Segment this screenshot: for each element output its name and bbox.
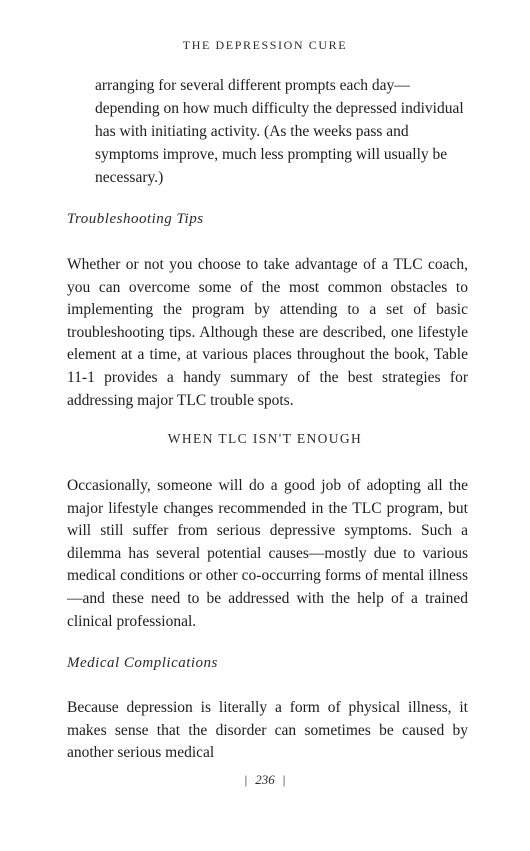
paragraph-when-tlc: Occasionally, someone will do a good job of adopting all the major lifestyle changes recommended in the TLC program, but will still suffer from serious depressive symptoms. Such a dilemma has several potential causes—mostly due to various medical conditions or other co-occurring forms of mental illness—and these need to be addressed with the help of a trained clinical professional. (67, 477, 468, 630)
page-number (0, 772, 530, 788)
paragraph-medical: Because depression is literally a form of physical illness, it makes sense that the disorder can sometimes be caused by another serious medical (67, 699, 468, 762)
subhead-troubleshooting: Troubleshooting Tips (67, 211, 204, 227)
block-quote: arranging for several different prompts each day—depending on how much difficulty the depressed individual has with initiating activity. (As the weeks pass and symptoms improve, much less prompting will usually be necessary.) (95, 77, 464, 186)
section-heading: WHEN TLC ISN'T ENOUGH (167, 431, 363, 446)
running-head: THE DEPRESSION CURE (182, 38, 348, 52)
page-number-value: 236 (255, 772, 275, 787)
paragraph-troubleshooting: Whether or not you choose to take advantage of a TLC coach, you can overcome some of the most common obstacles to implementing the program by attending to a set of basic troubleshooting tips. Although these are described, one lifestyle element at a time, at various places throughout the book, Table 11-1 provides a handy summary of the best strategies for addressing major TLC trouble spots. (67, 256, 468, 409)
subhead-medical: Medical Complications (67, 655, 218, 671)
folio-bar-right: | (282, 772, 286, 787)
folio-bar-left: | (244, 772, 248, 787)
